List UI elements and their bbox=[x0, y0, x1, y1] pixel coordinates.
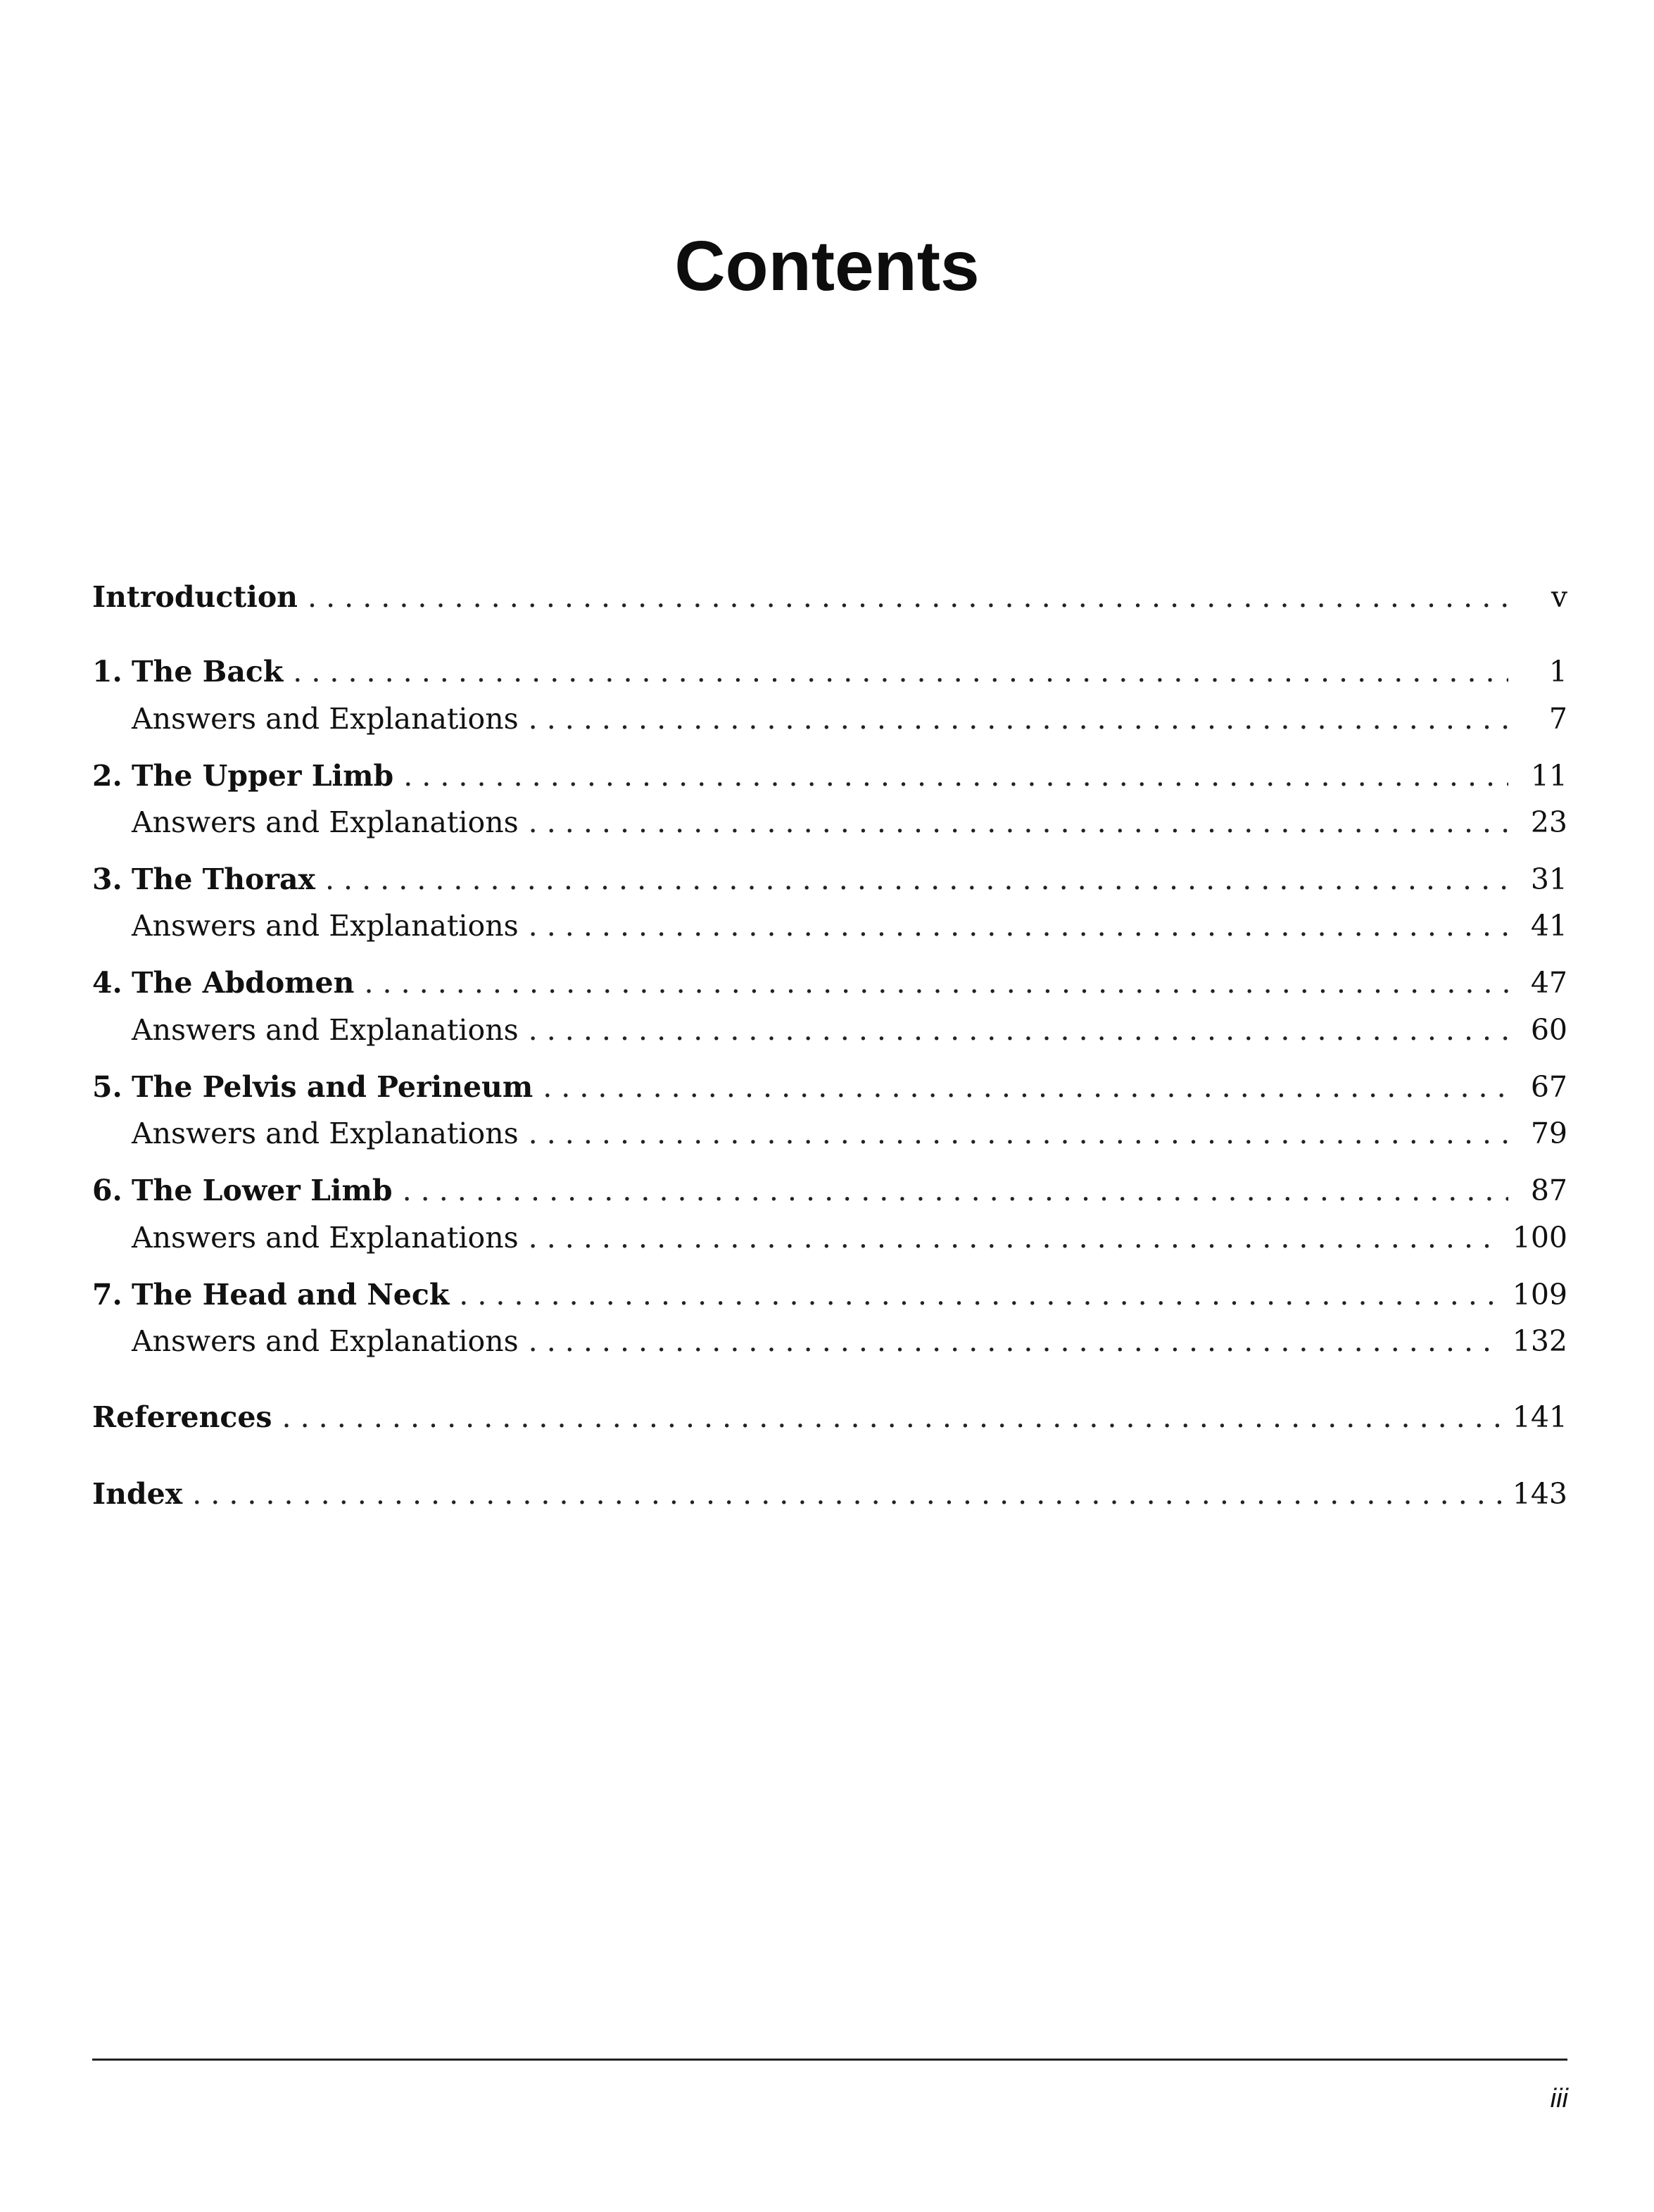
toc-entry-page: 141 bbox=[1512, 1400, 1567, 1434]
toc-entry-page: 47 bbox=[1530, 966, 1567, 1000]
toc-entry-number: 6. bbox=[92, 1174, 122, 1207]
toc-entry-page: 79 bbox=[1530, 1117, 1567, 1150]
toc-entry-index[interactable] bbox=[92, 1473, 1567, 1515]
dot-leader bbox=[364, 966, 1508, 1000]
toc-entry-title: The Abdomen bbox=[132, 966, 355, 1000]
toc-entry-title: Answers and Explanations bbox=[132, 1324, 519, 1358]
page-number: iii bbox=[1550, 2084, 1568, 2113]
dot-leader bbox=[529, 1324, 1503, 1358]
toc-entry-chapter-5[interactable] bbox=[92, 1066, 1567, 1108]
toc-entry-chapter-3[interactable] bbox=[92, 858, 1567, 900]
dot-leader bbox=[529, 805, 1508, 839]
toc-entry-page: 41 bbox=[1530, 909, 1567, 943]
toc-entry-page: 100 bbox=[1512, 1221, 1567, 1255]
toc-entry-title: The Back bbox=[132, 655, 284, 689]
toc-entry-title: The Head and Neck bbox=[132, 1278, 450, 1312]
toc-entry-title: Index bbox=[92, 1477, 183, 1511]
toc-entry-chapter-1-answers[interactable] bbox=[132, 698, 1567, 740]
toc-entry-chapter-2-answers[interactable] bbox=[132, 801, 1567, 843]
toc-entry-title: Answers and Explanations bbox=[132, 1013, 519, 1047]
toc-entry-number: 2. bbox=[92, 759, 122, 793]
page-title: Contents bbox=[674, 227, 980, 306]
dot-leader bbox=[192, 1477, 1503, 1511]
toc-entry-page: 67 bbox=[1530, 1070, 1567, 1104]
toc-entry-introduction[interactable] bbox=[92, 576, 1567, 618]
toc-entry-title: Answers and Explanations bbox=[132, 1117, 519, 1150]
toc-entry-chapter-6-answers[interactable] bbox=[132, 1217, 1567, 1259]
toc-entry-title: Introduction bbox=[92, 580, 298, 614]
toc-entry-title: The Pelvis and Perineum bbox=[132, 1070, 534, 1104]
toc-entry-page: 7 bbox=[1548, 702, 1567, 736]
dot-leader bbox=[529, 1013, 1508, 1047]
toc-entry-title: Answers and Explanations bbox=[132, 805, 519, 839]
toc-entry-page: 109 bbox=[1512, 1278, 1567, 1312]
toc-entry-title: The Lower Limb bbox=[132, 1174, 393, 1207]
toc-entry-number: 5. bbox=[92, 1070, 122, 1104]
toc-entry-page: 11 bbox=[1530, 759, 1567, 793]
toc-entry-title: The Upper Limb bbox=[132, 759, 394, 793]
dot-leader bbox=[543, 1070, 1508, 1104]
dot-leader bbox=[403, 759, 1508, 793]
dot-leader bbox=[529, 702, 1508, 736]
toc-entry-page: 60 bbox=[1530, 1013, 1567, 1047]
toc-entry-page: 1 bbox=[1548, 655, 1567, 689]
toc-entry-chapter-7[interactable] bbox=[92, 1274, 1567, 1316]
toc-entry-title: Answers and Explanations bbox=[132, 909, 519, 943]
dot-leader bbox=[529, 909, 1508, 943]
toc-entry-chapter-6[interactable] bbox=[92, 1169, 1567, 1212]
dot-leader bbox=[403, 1174, 1508, 1207]
toc-entry-number: 4. bbox=[92, 966, 122, 1000]
toc-entry-number: 3. bbox=[92, 862, 122, 896]
toc-entry-number: 7. bbox=[92, 1278, 122, 1312]
dot-leader bbox=[459, 1278, 1502, 1312]
toc-entry-title: The Thorax bbox=[132, 862, 315, 896]
toc-entry-chapter-7-answers[interactable] bbox=[132, 1320, 1567, 1362]
dot-leader bbox=[529, 1117, 1508, 1150]
toc-entry-page: 87 bbox=[1530, 1174, 1567, 1207]
toc-entry-title: Answers and Explanations bbox=[132, 702, 519, 736]
toc-entry-page: 132 bbox=[1512, 1324, 1567, 1358]
toc-entry-title: Answers and Explanations bbox=[132, 1221, 519, 1255]
toc-entry-chapter-5-answers[interactable] bbox=[132, 1112, 1567, 1155]
toc-entry-page: v bbox=[1551, 580, 1567, 614]
dot-leader bbox=[293, 655, 1508, 689]
toc-entry-chapter-1[interactable] bbox=[92, 651, 1567, 693]
footer-rule bbox=[92, 2059, 1567, 2061]
dot-leader bbox=[282, 1400, 1503, 1434]
toc-entry-chapter-3-answers[interactable] bbox=[132, 905, 1567, 947]
toc-entry-page: 31 bbox=[1530, 862, 1567, 896]
toc-entry-page: 143 bbox=[1512, 1477, 1567, 1511]
toc-entry-title: References bbox=[92, 1400, 272, 1434]
toc-entry-references[interactable] bbox=[92, 1396, 1567, 1438]
toc-entry-chapter-4[interactable] bbox=[92, 962, 1567, 1004]
dot-leader bbox=[529, 1221, 1503, 1255]
toc-entry-chapter-4-answers[interactable] bbox=[132, 1009, 1567, 1051]
toc-entry-number: 1. bbox=[92, 655, 122, 689]
toc-entry-chapter-2[interactable] bbox=[92, 755, 1567, 797]
dot-leader bbox=[308, 580, 1508, 614]
toc-entry-page: 23 bbox=[1530, 805, 1567, 839]
dot-leader bbox=[325, 862, 1508, 896]
